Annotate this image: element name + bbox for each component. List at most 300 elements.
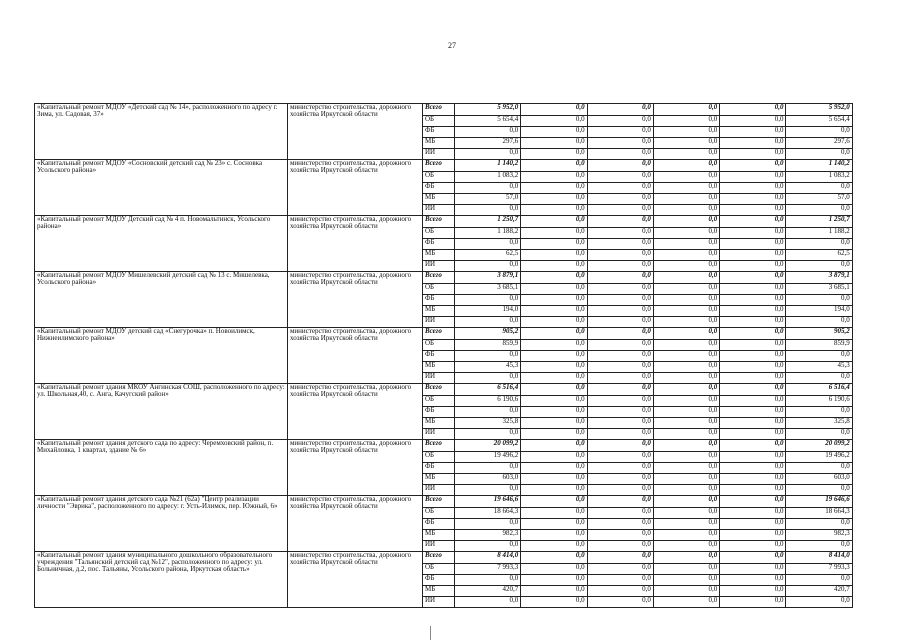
project-total-row (35, 104, 853, 116)
amount-cell: 297,6 (786, 138, 852, 149)
amount-cell: 297,6 (455, 138, 521, 149)
amount-cell: 0,0 (521, 474, 587, 485)
amount-cell: 0,0 (720, 149, 786, 160)
amount-cell: 0,0 (720, 407, 786, 418)
funding-source: ОБ (423, 116, 455, 127)
amount-cell: 420,7 (786, 586, 852, 597)
amount-cell: 0,0 (720, 317, 786, 328)
funding-source: ОБ (423, 284, 455, 295)
amount-cell: 0,0 (720, 597, 786, 608)
amount-cell: 0,0 (455, 261, 521, 272)
amount-cell: 20 099,2 (455, 440, 521, 452)
amount-cell: 0,0 (720, 284, 786, 295)
project-executor: министерство строительства, дорожного хозяйства Иркутской области (288, 384, 423, 440)
amount-cell: 0,0 (786, 485, 852, 496)
funding-source: ОБ (423, 228, 455, 239)
amount-cell: 0,0 (455, 351, 521, 362)
amount-cell: 0,0 (720, 396, 786, 407)
amount-cell: 0,0 (521, 205, 587, 216)
page-number: 27 (448, 41, 456, 50)
funding-source: ИИ (423, 317, 455, 328)
amount-cell: 0,0 (587, 306, 653, 317)
amount-cell: 0,0 (521, 250, 587, 261)
amount-cell: 0,0 (786, 317, 852, 328)
funding-source: МБ (423, 250, 455, 261)
amount-cell: 0,0 (653, 160, 719, 172)
amount-cell: 5 654,4 (455, 116, 521, 127)
amount-cell: 0,0 (786, 519, 852, 530)
amount-cell: 0,0 (653, 530, 719, 541)
amount-cell: 0,0 (587, 116, 653, 127)
amount-cell: 0,0 (521, 496, 587, 508)
amount-cell: 0,0 (455, 519, 521, 530)
amount-cell: 0,0 (720, 205, 786, 216)
amount-cell: 0,0 (653, 485, 719, 496)
amount-cell: 0,0 (521, 351, 587, 362)
amount-cell: 0,0 (455, 429, 521, 440)
amount-cell: 20 099,2 (786, 440, 852, 452)
amount-cell: 0,0 (587, 216, 653, 228)
amount-cell: 0,0 (587, 138, 653, 149)
amount-cell: 0,0 (720, 452, 786, 463)
amount-cell: 0,0 (786, 205, 852, 216)
project-executor: министерство строительства, дорожного хозяйства Иркутской области (288, 104, 423, 160)
funding-source: ФБ (423, 239, 455, 250)
amount-cell: 7 993,3 (455, 564, 521, 575)
amount-cell: 0,0 (521, 564, 587, 575)
amount-cell: 859,9 (455, 340, 521, 351)
amount-cell: 0,0 (653, 295, 719, 306)
amount-cell: 0,0 (720, 272, 786, 284)
funding-source: МБ (423, 362, 455, 373)
amount-cell: 0,0 (587, 362, 653, 373)
amount-cell: 0,0 (720, 564, 786, 575)
amount-cell: 0,0 (720, 160, 786, 172)
amount-cell: 62,5 (786, 250, 852, 261)
amount-cell: 0,0 (587, 127, 653, 138)
amount-cell: 194,0 (455, 306, 521, 317)
funding-source: ИИ (423, 373, 455, 384)
amount-cell: 0,0 (786, 239, 852, 250)
funding-source: ОБ (423, 508, 455, 519)
amount-cell: 0,0 (455, 407, 521, 418)
funding-source: Всего (423, 160, 455, 172)
amount-cell: 0,0 (653, 194, 719, 205)
amount-cell: 0,0 (720, 138, 786, 149)
funding-source: ИИ (423, 429, 455, 440)
amount-cell: 0,0 (521, 160, 587, 172)
amount-cell: 0,0 (786, 261, 852, 272)
funding-source: МБ (423, 306, 455, 317)
amount-cell: 0,0 (653, 586, 719, 597)
amount-cell: 0,0 (521, 530, 587, 541)
amount-cell: 1 083,2 (455, 172, 521, 183)
funding-source: ИИ (423, 205, 455, 216)
amount-cell: 0,0 (521, 519, 587, 530)
funding-source: Всего (423, 104, 455, 116)
amount-cell: 19 646,6 (786, 496, 852, 508)
amount-cell: 0,0 (587, 194, 653, 205)
amount-cell: 0,0 (653, 552, 719, 564)
amount-cell: 0,0 (720, 261, 786, 272)
amount-cell: 0,0 (786, 295, 852, 306)
amount-cell: 1 188,2 (455, 228, 521, 239)
amount-cell: 0,0 (720, 541, 786, 552)
amount-cell: 0,0 (720, 575, 786, 586)
amount-cell: 19 496,2 (786, 452, 852, 463)
amount-cell: 603,0 (455, 474, 521, 485)
amount-cell: 0,0 (720, 586, 786, 597)
amount-cell: 0,0 (587, 474, 653, 485)
amount-cell: 0,0 (521, 272, 587, 284)
funding-source: ФБ (423, 407, 455, 418)
amount-cell: 0,0 (521, 541, 587, 552)
amount-cell: 0,0 (653, 351, 719, 362)
amount-cell: 6 516,4 (455, 384, 521, 396)
amount-cell: 0,0 (455, 317, 521, 328)
amount-cell: 8 414,0 (455, 552, 521, 564)
amount-cell: 0,0 (521, 463, 587, 474)
amount-cell: 3 879,1 (455, 272, 521, 284)
amount-cell: 0,0 (521, 194, 587, 205)
amount-cell: 0,0 (720, 127, 786, 138)
amount-cell: 1 250,7 (455, 216, 521, 228)
amount-cell: 1 188,2 (786, 228, 852, 239)
amount-cell: 0,0 (587, 149, 653, 160)
amount-cell: 0,0 (653, 373, 719, 384)
funding-source: МБ (423, 194, 455, 205)
amount-cell: 0,0 (720, 429, 786, 440)
project-total-row (35, 272, 853, 284)
amount-cell: 6 516,4 (786, 384, 852, 396)
project-executor: министерство строительства, дорожного хозяйства Иркутской области (288, 440, 423, 496)
amount-cell: 325,8 (786, 418, 852, 429)
amount-cell: 0,0 (455, 463, 521, 474)
amount-cell: 0,0 (455, 541, 521, 552)
amount-cell: 0,0 (653, 474, 719, 485)
amount-cell: 0,0 (587, 586, 653, 597)
amount-cell: 0,0 (587, 328, 653, 340)
amount-cell: 905,2 (455, 328, 521, 340)
funding-source: ФБ (423, 463, 455, 474)
amount-cell: 0,0 (653, 418, 719, 429)
project-name: «Капитальный ремонт МДОУ «Сосновский детский сад № 23» с. Сосновка Усольского района» (35, 160, 288, 216)
amount-cell: 0,0 (521, 284, 587, 295)
amount-cell: 0,0 (521, 373, 587, 384)
amount-cell: 0,0 (587, 228, 653, 239)
amount-cell: 0,0 (720, 116, 786, 127)
amount-cell: 0,0 (587, 575, 653, 586)
amount-cell: 0,0 (587, 519, 653, 530)
amount-cell: 0,0 (587, 552, 653, 564)
amount-cell: 0,0 (587, 440, 653, 452)
amount-cell: 0,0 (587, 463, 653, 474)
amount-cell: 6 190,6 (455, 396, 521, 407)
project-name: «Капитальный ремонт здания МКОУ Ангинская СОШ, расположенного по адресу: ул. Школьная,40, с. Анга, Качугский район» (35, 384, 288, 440)
amount-cell: 0,0 (720, 485, 786, 496)
amount-cell: 0,0 (521, 261, 587, 272)
project-name: «Капитальный ремонт МДОУ «Детский сад № 14», расположенного по адресу г. Зима, ул. Садовая, 37» (35, 104, 288, 160)
amount-cell: 0,0 (653, 396, 719, 407)
amount-cell: 0,0 (521, 340, 587, 351)
amount-cell: 0,0 (521, 407, 587, 418)
amount-cell: 982,3 (786, 530, 852, 541)
funding-source: МБ (423, 418, 455, 429)
funding-source: ИИ (423, 149, 455, 160)
amount-cell: 0,0 (653, 328, 719, 340)
amount-cell: 0,0 (521, 440, 587, 452)
amount-cell: 18 664,3 (455, 508, 521, 519)
amount-cell: 0,0 (653, 104, 719, 116)
amount-cell: 0,0 (587, 384, 653, 396)
funding-source: ОБ (423, 564, 455, 575)
funding-source: ИИ (423, 261, 455, 272)
funding-source: МБ (423, 530, 455, 541)
amount-cell: 0,0 (720, 228, 786, 239)
amount-cell: 0,0 (653, 429, 719, 440)
amount-cell: 0,0 (720, 530, 786, 541)
amount-cell: 0,0 (521, 575, 587, 586)
amount-cell: 0,0 (653, 239, 719, 250)
amount-cell: 0,0 (786, 463, 852, 474)
amount-cell: 0,0 (720, 519, 786, 530)
amount-cell: 0,0 (786, 541, 852, 552)
amount-cell: 0,0 (587, 160, 653, 172)
amount-cell: 0,0 (653, 138, 719, 149)
amount-cell: 0,0 (653, 440, 719, 452)
project-name: «Капитальный ремонт МДОУ Детский сад № 4 п. Новомальтинск, Усольского района» (35, 216, 288, 272)
amount-cell: 0,0 (720, 474, 786, 485)
project-name: «Капитальный ремонт МДОУ детский сад «Снегурочка» п. Новоилимск, Нижнеилимского района» (35, 328, 288, 384)
amount-cell: 0,0 (455, 295, 521, 306)
amount-cell: 0,0 (587, 418, 653, 429)
amount-cell: 0,0 (587, 351, 653, 362)
amount-cell: 57,0 (455, 194, 521, 205)
funding-source: МБ (423, 586, 455, 597)
amount-cell: 0,0 (521, 239, 587, 250)
project-executor: министерство строительства, дорожного хозяйства Иркутской области (288, 216, 423, 272)
funding-source: МБ (423, 138, 455, 149)
project-name: «Капитальный ремонт здания детского сада по адресу: Черемховский район, п. Михайловка, 1 квартал, здание № 6» (35, 440, 288, 496)
amount-cell: 325,8 (455, 418, 521, 429)
amount-cell: 45,3 (455, 362, 521, 373)
amount-cell: 0,0 (786, 373, 852, 384)
amount-cell: 0,0 (587, 250, 653, 261)
amount-cell: 0,0 (521, 485, 587, 496)
amount-cell: 0,0 (653, 284, 719, 295)
amount-cell: 0,0 (653, 272, 719, 284)
amount-cell: 0,0 (521, 306, 587, 317)
amount-cell: 0,0 (720, 362, 786, 373)
amount-cell: 0,0 (455, 597, 521, 608)
amount-cell: 0,0 (587, 452, 653, 463)
amount-cell: 0,0 (720, 104, 786, 116)
amount-cell: 0,0 (653, 172, 719, 183)
amount-cell: 0,0 (786, 127, 852, 138)
amount-cell: 5 952,0 (786, 104, 852, 116)
funding-source: ИИ (423, 485, 455, 496)
amount-cell: 0,0 (587, 396, 653, 407)
amount-cell: 0,0 (521, 183, 587, 194)
amount-cell: 0,0 (653, 317, 719, 328)
amount-cell: 0,0 (587, 317, 653, 328)
amount-cell: 8 414,0 (786, 552, 852, 564)
project-executor: министерство строительства, дорожного хозяйства Иркутской области (288, 160, 423, 216)
amount-cell: 57,0 (786, 194, 852, 205)
amount-cell: 0,0 (786, 149, 852, 160)
amount-cell: 0,0 (720, 463, 786, 474)
amount-cell: 0,0 (653, 575, 719, 586)
budget-table (34, 103, 853, 608)
amount-cell: 0,0 (455, 485, 521, 496)
amount-cell: 0,0 (653, 306, 719, 317)
amount-cell: 0,0 (653, 340, 719, 351)
project-name: «Капитальный ремонт здания муниципального дошкольного образовательного учреждения "Тальянский детский сад №12", расположенного по адресу: ул. Больничная, д.2, пос. Тальяны, Усольского района, Иркутская область» (35, 552, 288, 608)
amount-cell: 905,2 (786, 328, 852, 340)
funding-source: ФБ (423, 295, 455, 306)
amount-cell: 0,0 (720, 328, 786, 340)
amount-cell: 62,5 (455, 250, 521, 261)
project-total-row (35, 216, 853, 228)
amount-cell: 0,0 (720, 340, 786, 351)
project-executor: министерство строительства, дорожного хозяйства Иркутской области (288, 496, 423, 552)
amount-cell: 0,0 (720, 295, 786, 306)
funding-source: ФБ (423, 127, 455, 138)
amount-cell: 0,0 (521, 104, 587, 116)
amount-cell: 0,0 (720, 306, 786, 317)
amount-cell: 1 140,2 (786, 160, 852, 172)
amount-cell: 0,0 (786, 351, 852, 362)
amount-cell: 0,0 (521, 172, 587, 183)
amount-cell: 0,0 (587, 261, 653, 272)
funding-source: ИИ (423, 541, 455, 552)
amount-cell: 0,0 (720, 508, 786, 519)
amount-cell: 0,0 (587, 429, 653, 440)
amount-cell: 0,0 (786, 597, 852, 608)
amount-cell: 0,0 (786, 183, 852, 194)
amount-cell: 0,0 (521, 429, 587, 440)
amount-cell: 0,0 (720, 183, 786, 194)
funding-source: ФБ (423, 575, 455, 586)
funding-source: Всего (423, 440, 455, 452)
fold-mark (430, 626, 431, 640)
amount-cell: 0,0 (587, 373, 653, 384)
amount-cell: 0,0 (587, 340, 653, 351)
amount-cell: 0,0 (720, 239, 786, 250)
amount-cell: 5 654,4 (786, 116, 852, 127)
amount-cell: 5 952,0 (455, 104, 521, 116)
amount-cell: 0,0 (653, 564, 719, 575)
amount-cell: 0,0 (521, 228, 587, 239)
amount-cell: 982,3 (455, 530, 521, 541)
amount-cell: 0,0 (653, 250, 719, 261)
project-executor: министерство строительства, дорожного хозяйства Иркутской области (288, 328, 423, 384)
amount-cell: 0,0 (587, 485, 653, 496)
amount-cell: 0,0 (521, 552, 587, 564)
amount-cell: 0,0 (521, 597, 587, 608)
funding-source: Всего (423, 272, 455, 284)
amount-cell: 0,0 (521, 127, 587, 138)
amount-cell: 0,0 (720, 250, 786, 261)
amount-cell: 3 685,1 (455, 284, 521, 295)
amount-cell: 0,0 (587, 407, 653, 418)
project-executor: министерство строительства, дорожного хозяйства Иркутской области (288, 272, 423, 328)
amount-cell: 0,0 (653, 496, 719, 508)
funding-source: ФБ (423, 351, 455, 362)
amount-cell: 0,0 (653, 452, 719, 463)
amount-cell: 0,0 (653, 384, 719, 396)
amount-cell: 0,0 (521, 317, 587, 328)
amount-cell: 0,0 (521, 328, 587, 340)
amount-cell: 0,0 (653, 216, 719, 228)
project-total-row (35, 496, 853, 508)
amount-cell: 0,0 (653, 362, 719, 373)
amount-cell: 0,0 (455, 127, 521, 138)
funding-source: ИИ (423, 597, 455, 608)
amount-cell: 0,0 (587, 239, 653, 250)
amount-cell: 0,0 (587, 597, 653, 608)
amount-cell: 0,0 (720, 440, 786, 452)
project-total-row (35, 160, 853, 172)
amount-cell: 0,0 (521, 418, 587, 429)
amount-cell: 0,0 (653, 127, 719, 138)
amount-cell: 0,0 (653, 261, 719, 272)
amount-cell: 6 190,6 (786, 396, 852, 407)
amount-cell: 0,0 (521, 216, 587, 228)
project-total-row (35, 552, 853, 564)
amount-cell: 0,0 (653, 116, 719, 127)
amount-cell: 859,9 (786, 340, 852, 351)
amount-cell: 0,0 (653, 541, 719, 552)
amount-cell: 0,0 (455, 373, 521, 384)
amount-cell: 0,0 (521, 138, 587, 149)
amount-cell: 0,0 (521, 586, 587, 597)
amount-cell: 0,0 (587, 541, 653, 552)
amount-cell: 0,0 (455, 149, 521, 160)
amount-cell: 0,0 (653, 597, 719, 608)
amount-cell: 194,0 (786, 306, 852, 317)
amount-cell: 0,0 (587, 508, 653, 519)
project-total-row (35, 440, 853, 452)
project-total-row (35, 384, 853, 396)
project-name: «Капитальный ремонт МДОУ Мишелевский детский сад № 13 с. Мишелевка, Усольского района» (35, 272, 288, 328)
amount-cell: 0,0 (455, 239, 521, 250)
amount-cell: 0,0 (455, 575, 521, 586)
amount-cell: 0,0 (720, 216, 786, 228)
project-executor: министерство строительства, дорожного хозяйства Иркутской области (288, 552, 423, 608)
amount-cell: 0,0 (653, 463, 719, 474)
amount-cell: 1 083,2 (786, 172, 852, 183)
amount-cell: 0,0 (720, 418, 786, 429)
amount-cell: 7 993,3 (786, 564, 852, 575)
amount-cell: 0,0 (587, 183, 653, 194)
funding-source: Всего (423, 552, 455, 564)
amount-cell: 0,0 (587, 284, 653, 295)
amount-cell: 3 685,1 (786, 284, 852, 295)
funding-source: ОБ (423, 172, 455, 183)
amount-cell: 0,0 (587, 172, 653, 183)
amount-cell: 0,0 (720, 194, 786, 205)
amount-cell: 0,0 (720, 552, 786, 564)
amount-cell: 0,0 (521, 508, 587, 519)
funding-source: Всего (423, 328, 455, 340)
amount-cell: 0,0 (653, 183, 719, 194)
project-name: «Капитальный ремонт здания детского сада №21 (62а) "Центр реализации личности "Эврика", расположенного по адресу: г. Усть-Илимск, пер. Южный, 6» (35, 496, 288, 552)
amount-cell: 0,0 (521, 384, 587, 396)
funding-source: Всего (423, 216, 455, 228)
amount-cell: 0,0 (587, 272, 653, 284)
amount-cell: 0,0 (521, 295, 587, 306)
